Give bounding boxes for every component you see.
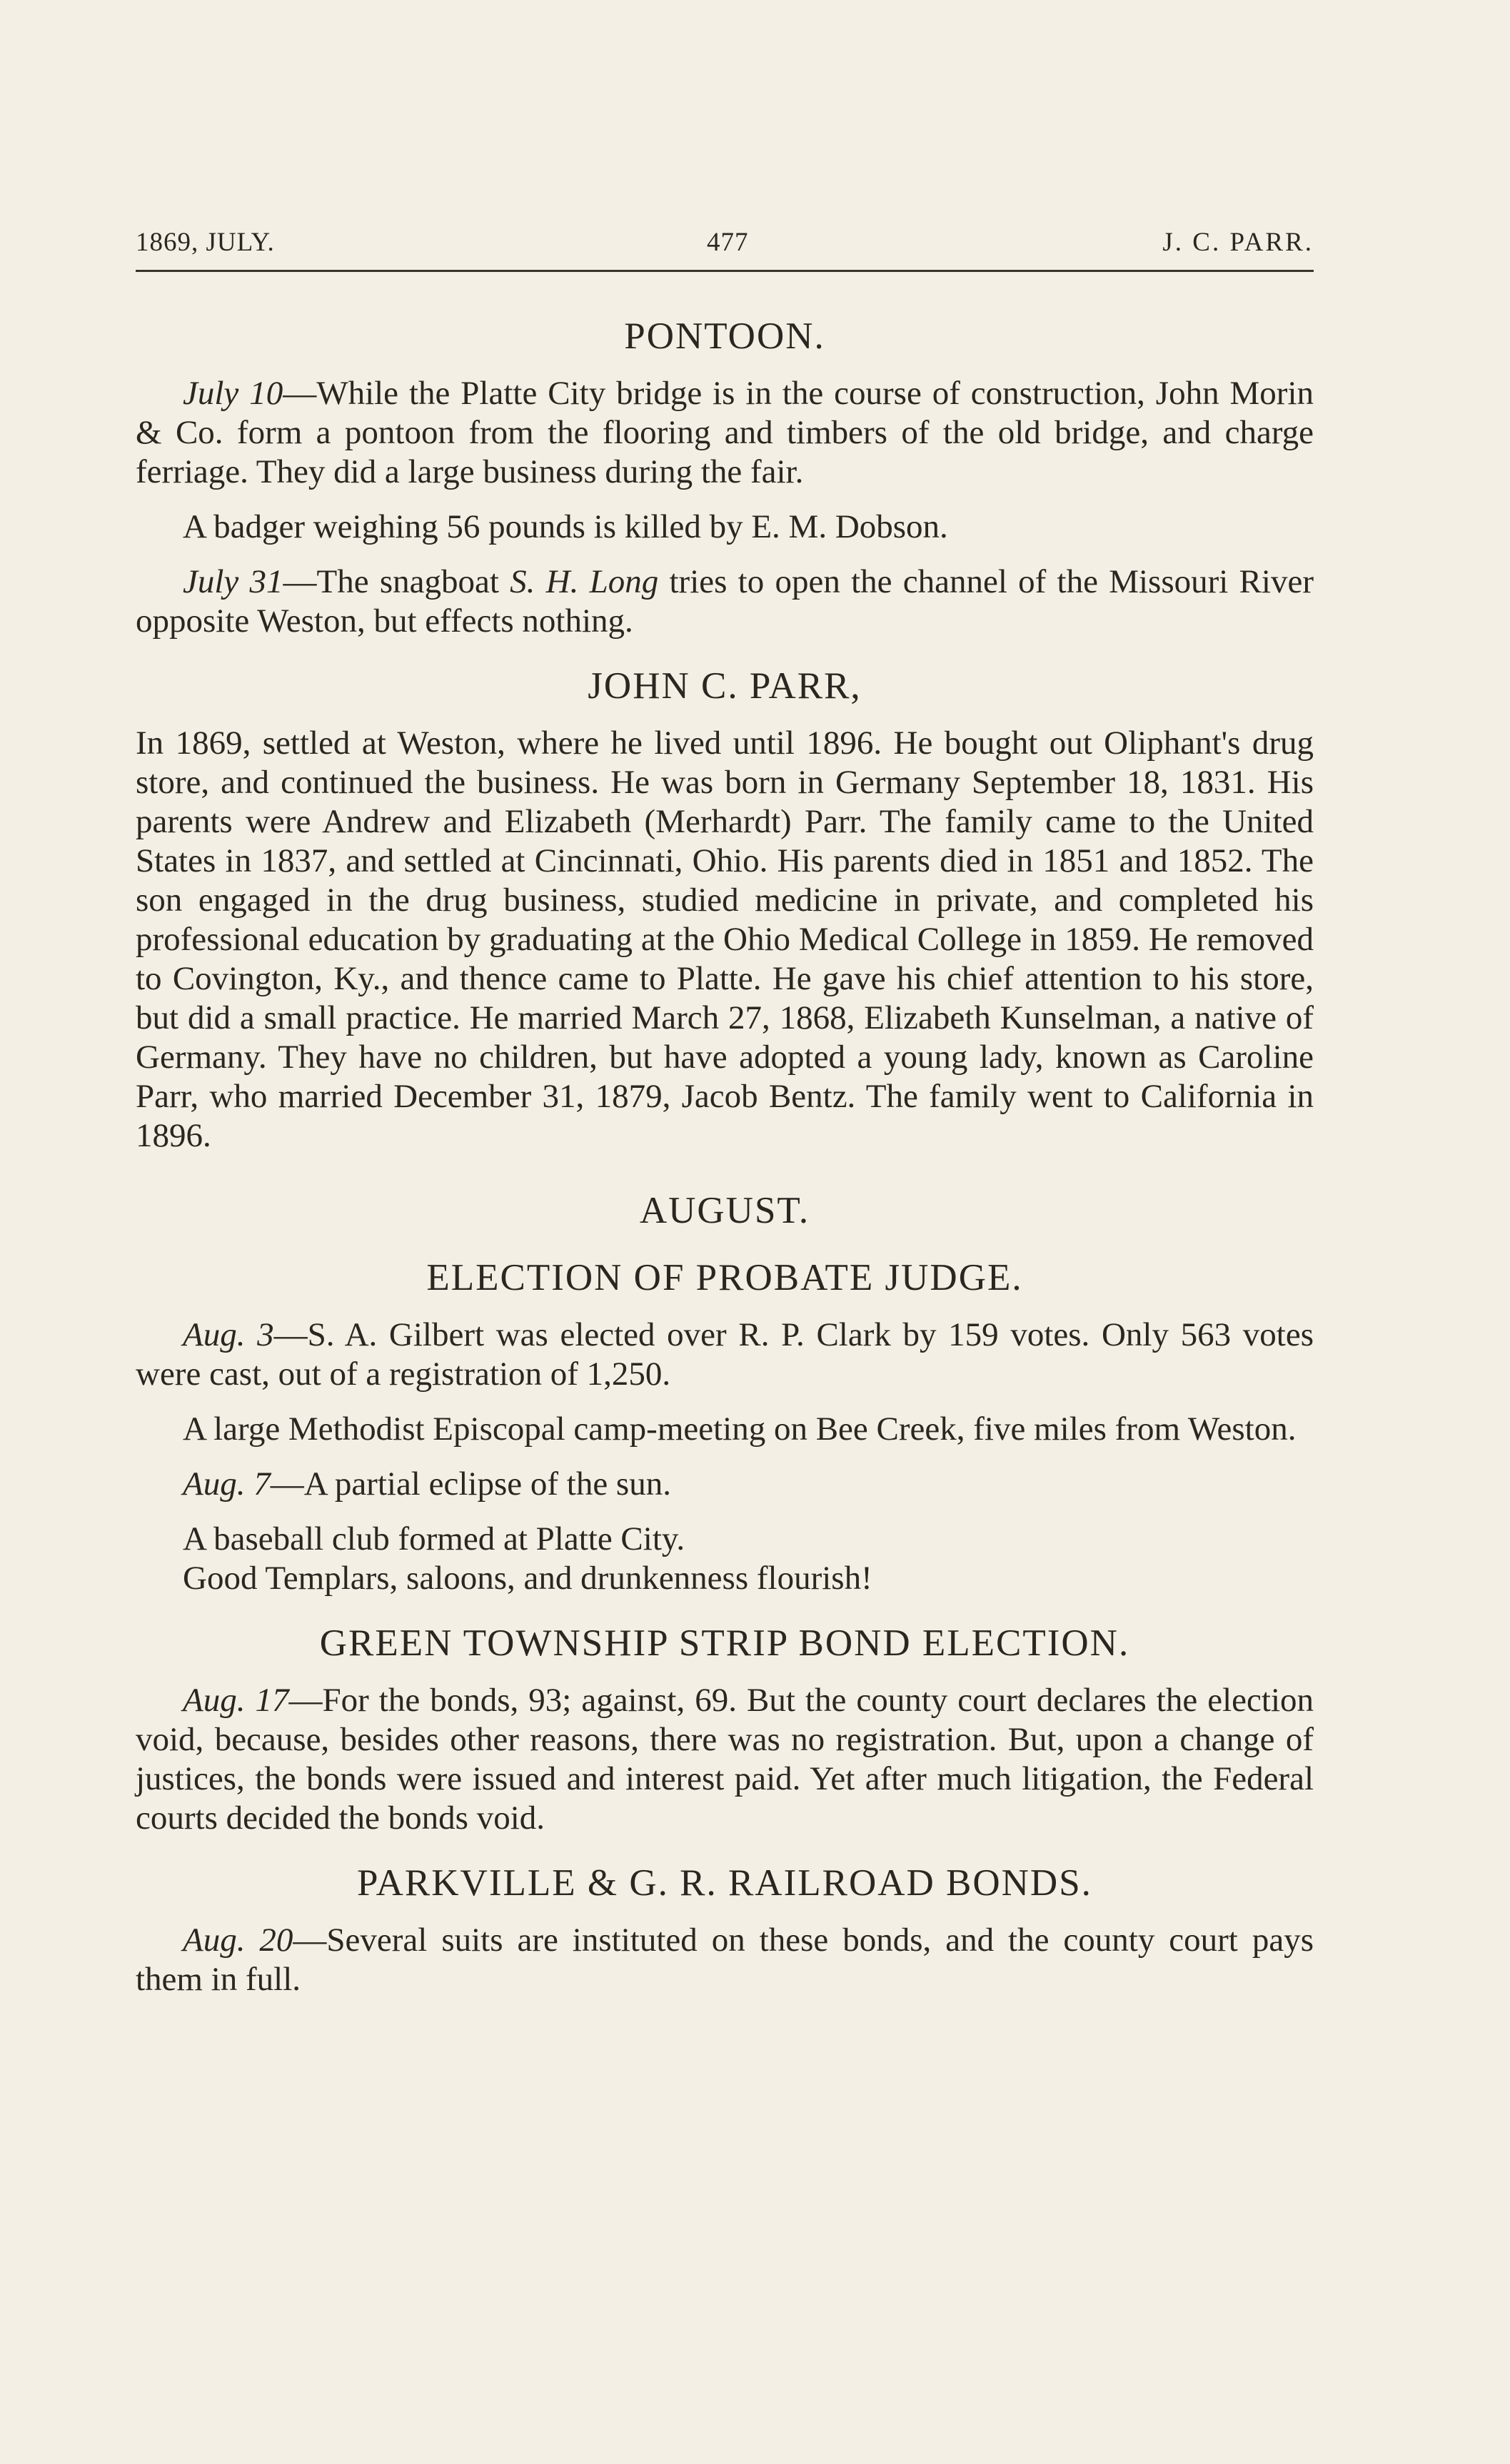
paragraph-pontoon [136,374,1314,492]
entry-date: Aug. 3 [183,1316,274,1353]
paragraph-camp-meeting: A large Methodist Episcopal camp-meeting on Bee Creek, five miles from Weston. [183,1410,1297,1448]
page-number: 477 [707,228,749,257]
entry-text: —Several suits are instituted on these bonds, and the county court pays them in full. [136,1922,1314,1998]
entry-text: tries to open the channel of the Missouri River opposite Weston, but effects nothing. [136,563,1314,640]
entry-date: Aug. 7 [183,1465,271,1503]
heading-green-township: GREEN TOWNSHIP STRIP BOND ELECTION. [319,1622,1130,1664]
paragraph-gilbert [136,1316,1314,1394]
heading-probate-election: ELECTION OF PROBATE JUDGE. [426,1257,1023,1298]
running-header [136,227,1314,270]
header-rule [136,270,1314,272]
paragraph-snagboat [136,562,1314,641]
entry-text: —For the bonds, 93; against, 69. But the county court declares the election void, because, besides other reasons, there was no registration. But, upon a change of justices, the bonds were issued and interest paid. Yet after much litigation, the Federal courts decided the bonds void. [136,1682,1314,1837]
heading-parr: JOHN C. PARR, [588,665,862,707]
page-body [136,314,1314,1999]
entry-date: July 31 [183,563,283,600]
entry-date: July 10 [183,375,283,412]
boat-name: S. H. Long [510,563,659,600]
header-date: 1869, JULY. [136,228,275,257]
entry-text: —S. A. Gilbert was elected over R. P. Clark by 159 votes. Only 563 votes were cast, out of a registration of 1,250. [136,1316,1314,1393]
entry-text: —A partial eclipse of the sun. [270,1465,671,1503]
paragraph-suits [136,1921,1314,1999]
paragraph-badger: A badger weighing 56 pounds is killed by E. M. Dobson. [183,508,948,545]
paragraph-eclipse [136,1465,1314,1504]
heading-parkville-bonds: PARKVILLE & G. R. RAILROAD BONDS. [357,1862,1092,1904]
paragraph-baseball: A baseball club formed at Platte City. [183,1520,685,1557]
entry-text: —While the Platte City bridge is in the course of construction, John Morin & Co. form a pontoon from the flooring and timbers of the old bridge, and charge ferriage. They did a large business during the fair. [136,375,1314,490]
entry-date: Aug. 20 [183,1922,293,1959]
paragraph-bond-vote [136,1681,1314,1838]
heading-pontoon: PONTOON. [624,315,825,357]
heading-august: AUGUST. [639,1190,810,1231]
entry-date: Aug. 17 [183,1682,289,1719]
entry-text: —The snagboat [283,563,510,600]
paragraph-templars: Good Templars, saloons, and drunkenness flourish! [183,1560,872,1597]
header-subject: J. C. PARR. [1162,228,1314,257]
paragraph-parr-biography: In 1869, settled at Weston, where he lived until 1896. He bought out Oliphant's drug store, and continued the business. He was born in Germany September 18, 1831. His parents were Andrew and Elizabeth (Merhardt) Parr. The family came to the United States in 1837, and settled at Cincinnati, Ohio. His parents died in 1851 and 1852. The son engaged in the drug business, studied medicine in private, and completed his professional education by graduating at the Ohio Medical College in 1859. He removed to Covington, Ky., and thence came to Platte. He gave his chief attention to his store, but did a small practice. He married March 27, 1868, Elizabeth Kunselman, a native of Germany. They have no children, but have adopted a young lady, known as Caroline Parr, who married December 31, 1879, Jacob Bentz. The family went to California in 1896. [136,724,1314,1154]
